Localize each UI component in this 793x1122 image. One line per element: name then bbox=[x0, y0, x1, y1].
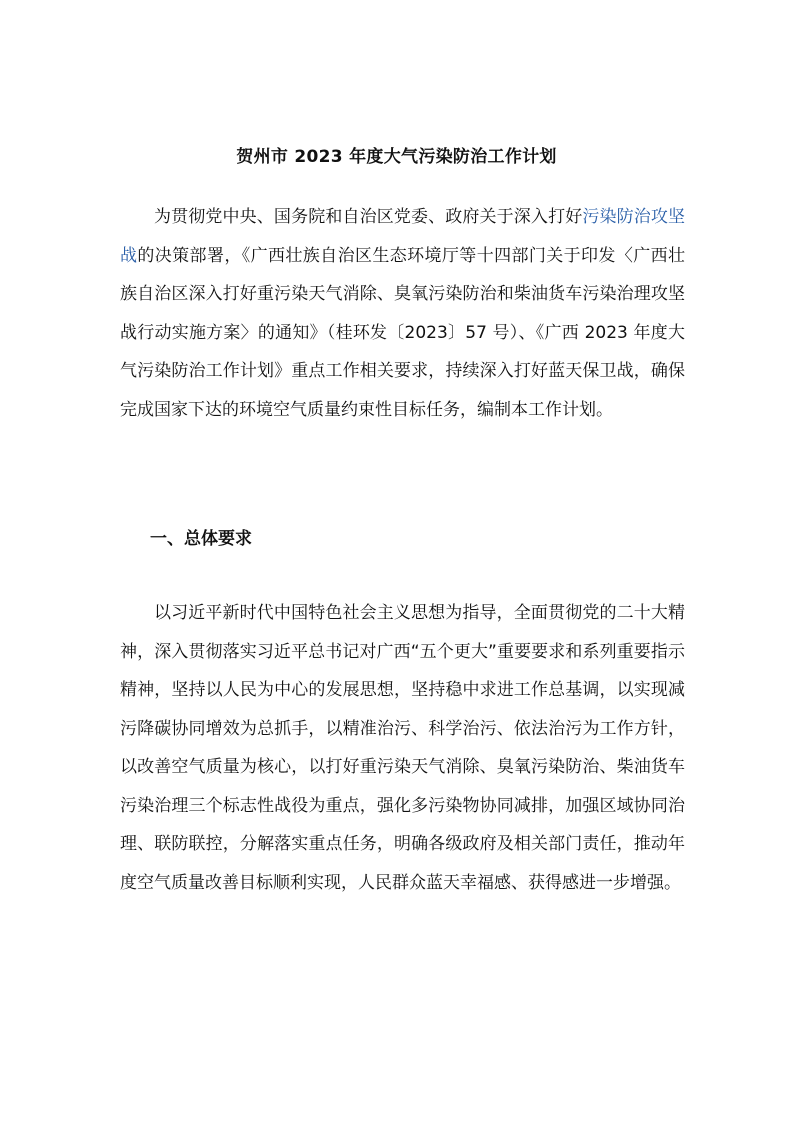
intro-text-before-link: 为贯彻党中央、国务院和自治区党委、政府关于深入打好 bbox=[154, 207, 583, 227]
pollution-control-link[interactable]: 污染防治攻坚战 bbox=[120, 207, 686, 266]
general-requirements-paragraph: 以习近平新时代中国特色社会主义思想为指导，全面贯彻党的二十大精神，深入贯彻落实习近平总书记对广西“五个更大”重要要求和系列重要指示精神，坚持以人民为中心的发展思想，坚持稳中求进工作总基调，以实现减污降碳协同增效为总抓手，以精准治污、科学治污、依法治污为工作方针，以改善空气质量为核心，以打好重污染天气消除、臭氧污染防治、柴油货车污染治理三个标志性战役为重点，强化多污染物协同减排，加强区域协同治理、联防联控，分解落实重点任务，明确各级政府及相关部门责任，推动年度空气质量改善目标顺利实现，人民群众蓝天幸福感、获得感进一步增强。 bbox=[120, 603, 685, 893]
page-title: 贺州市 2023 年度大气污染防治工作计划 bbox=[236, 147, 557, 168]
intro-paragraph bbox=[120, 198, 685, 429]
section-heading-general-requirements: 一、总体要求 bbox=[150, 529, 252, 549]
intro-text-after-link: 的决策部署，《广西壮族自治区生态环境厅等十四部门关于印发〈广西壮族自治区深入打好重污染天气消除、臭氧污染防治和柴油货车污染治理攻坚战行动实施方案〉的通知》（桂环发〔2023〕57 号）、《广西 2023 年度大气污染防治工作计划》重点工作相关要求，持续深入打好蓝天保卫战，确保完成国家下达的环境空气质量约束性目标任务，编制本工作计划。 bbox=[120, 245, 685, 420]
